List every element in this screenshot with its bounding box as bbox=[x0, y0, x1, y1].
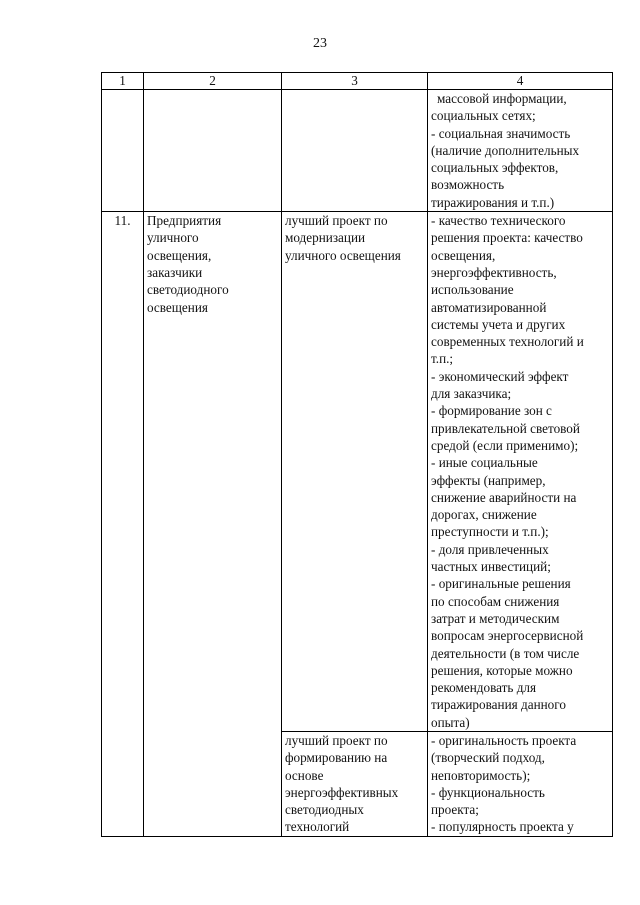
criteria-line: снижение аварийности на bbox=[431, 489, 577, 505]
criteria-line: затрат и методическим bbox=[431, 610, 560, 626]
criteria-line: - оригинальность проекта bbox=[431, 732, 577, 748]
nomination-line: лучший проект по bbox=[285, 213, 388, 229]
continued-row-col2 bbox=[144, 90, 282, 212]
column-number-row bbox=[102, 73, 613, 90]
criteria-line: - экономический эффект bbox=[431, 368, 569, 384]
criteria-line: рекомендовать для bbox=[431, 680, 537, 696]
nomination-name-cell bbox=[282, 731, 428, 836]
continued-row-col3 bbox=[282, 90, 428, 212]
column-number-1: 1 bbox=[102, 73, 144, 90]
participants-line: светодиодного bbox=[147, 282, 229, 298]
criteria-line: - популярность проекта у bbox=[431, 819, 574, 835]
participants-line: уличного bbox=[147, 230, 199, 246]
column-number-2: 2 bbox=[144, 73, 282, 90]
criteria-line: - социальная значимость bbox=[431, 125, 571, 141]
criteria-line: массовой информации, bbox=[437, 91, 567, 106]
nomination-line: технологий bbox=[285, 819, 350, 835]
criteria-line: частных инвестиций; bbox=[431, 559, 551, 575]
criteria-line: неповторимость); bbox=[431, 767, 531, 783]
criteria-line: - доля привлеченных bbox=[431, 541, 549, 557]
nomination-line: энергоэффективных bbox=[285, 784, 399, 800]
criteria-line: дорогах, снижение bbox=[431, 507, 537, 523]
criteria-line: опыта) bbox=[431, 714, 470, 730]
criteria-line: преступности и т.п.); bbox=[431, 524, 549, 540]
nomination-line: формированию на bbox=[285, 750, 388, 766]
criteria-line: современных технологий и bbox=[431, 334, 584, 350]
criteria-line: системы учета и других bbox=[431, 316, 566, 332]
nomination-criteria-cell bbox=[428, 212, 613, 732]
criteria-line: проекта; bbox=[431, 802, 479, 818]
criteria-line: решения, которые можно bbox=[431, 662, 573, 678]
criteria-line: вопросам энергосервисной bbox=[431, 628, 584, 644]
criteria-line: для заказчика; bbox=[431, 386, 512, 402]
nomination-criteria-cell bbox=[428, 731, 613, 836]
criteria-line: использование bbox=[431, 282, 514, 298]
criteria-line: (творческий подход, bbox=[431, 750, 545, 766]
column-number-4: 4 bbox=[428, 73, 613, 90]
criteria-line: т.п.; bbox=[431, 351, 454, 367]
participants-line: заказчики bbox=[147, 264, 203, 280]
participants-cell bbox=[144, 212, 282, 837]
criteria-line: - качество технического bbox=[431, 213, 566, 229]
participants-line: освещения bbox=[147, 299, 208, 315]
row-11 bbox=[102, 212, 613, 732]
criteria-line: социальных эффектов, bbox=[431, 160, 559, 176]
criteria-line: освещения, bbox=[431, 247, 496, 263]
column-number-3: 3 bbox=[282, 73, 428, 90]
criteria-line: энергоэффективность, bbox=[431, 264, 557, 280]
nomination-line: светодиодных bbox=[285, 802, 364, 818]
criteria-line: возможность bbox=[431, 177, 505, 193]
criteria-line: средой (если применимо); bbox=[431, 437, 579, 453]
nomination-name-cell bbox=[282, 212, 428, 732]
criteria-line: тиражирования и т.п.) bbox=[431, 194, 555, 210]
nomination-line: уличного освещения bbox=[285, 247, 401, 263]
criteria-line: по способам снижения bbox=[431, 593, 560, 609]
criteria-line: социальных сетях; bbox=[431, 108, 536, 124]
continued-row-col1 bbox=[102, 90, 144, 212]
criteria-line: привлекательной световой bbox=[431, 420, 580, 436]
criteria-line: деятельности (в том числе bbox=[431, 645, 580, 661]
nomination-line: лучший проект по bbox=[285, 732, 388, 748]
page-number: 23 bbox=[313, 36, 327, 51]
participants-line: освещения, bbox=[147, 247, 212, 263]
row-number: 11. bbox=[102, 212, 144, 837]
continued-row-criteria bbox=[428, 90, 613, 212]
criteria-table bbox=[101, 72, 613, 837]
nomination-line: основе bbox=[285, 767, 324, 783]
criteria-line: - формирование зон с bbox=[431, 403, 552, 419]
criteria-line: эффекты (например, bbox=[431, 472, 546, 488]
nomination-line: модернизации bbox=[285, 230, 366, 246]
criteria-line: - оригинальные решения bbox=[431, 576, 571, 592]
criteria-line: решения проекта: качество bbox=[431, 230, 583, 246]
participants-line: Предприятия bbox=[147, 213, 222, 229]
criteria-line: автоматизированной bbox=[431, 299, 547, 315]
criteria-line: тиражирования данного bbox=[431, 697, 566, 713]
criteria-line: - иные социальные bbox=[431, 455, 538, 471]
continued-row bbox=[102, 90, 613, 212]
criteria-line: (наличие дополнительных bbox=[431, 142, 580, 158]
criteria-line: - функциональность bbox=[431, 784, 545, 800]
